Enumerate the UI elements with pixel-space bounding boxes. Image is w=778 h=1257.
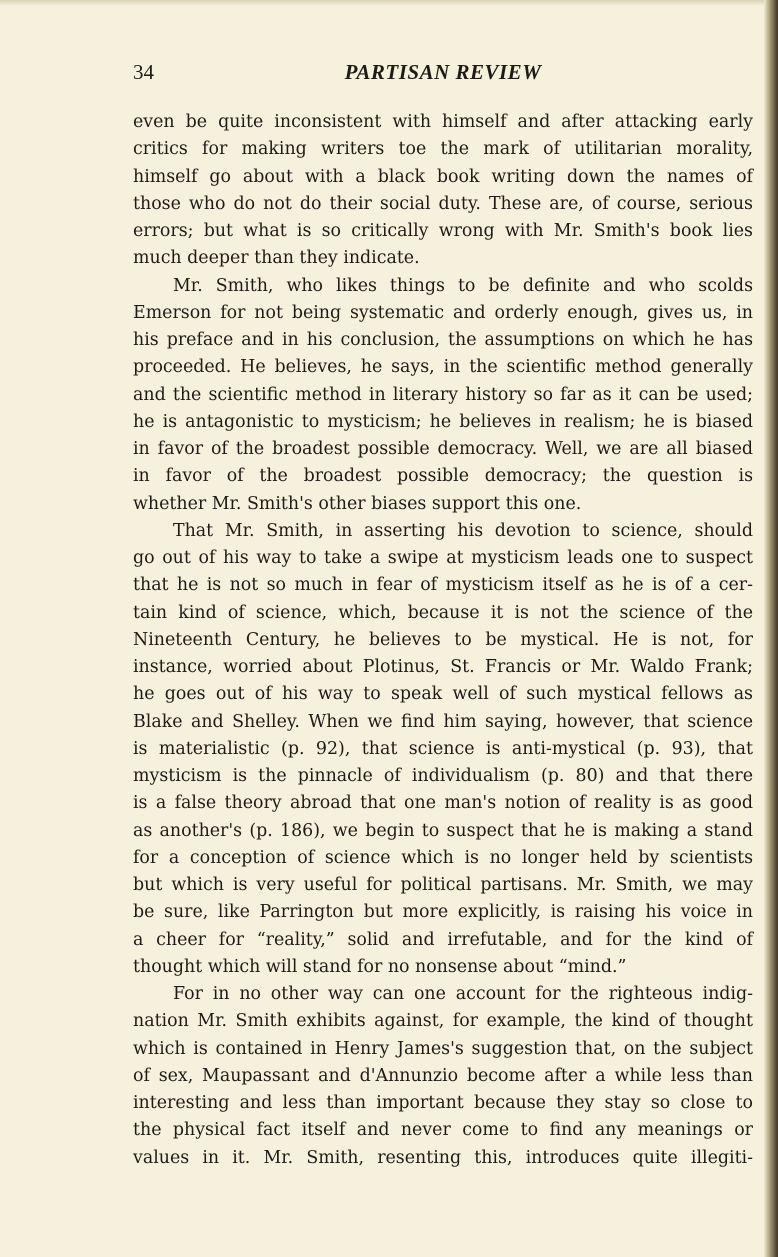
text-line: is a false theory abroad that one man's notion of reality is as good — [133, 793, 753, 814]
text-line: but which is very useful for political partisans. Mr. Smith, we may — [133, 875, 753, 895]
paragraph — [133, 518, 753, 981]
text-line: Emerson for not being systematic and orderly enough, gives us, in — [133, 302, 753, 323]
text-line: in favor of the broadest possible democracy. Well, we are all biased — [133, 439, 753, 459]
text-line: instance, worried about Plotinus, St. Francis or Mr. Waldo Frank; — [133, 657, 753, 677]
text-line: That Mr. Smith, in asserting his devotion to science, should — [173, 520, 753, 541]
text-line: which is contained in Henry James's suggestion that, on the subject — [133, 1038, 753, 1059]
running-header — [133, 60, 753, 90]
running-title: PARTISAN REVIEW — [344, 60, 542, 84]
paragraph — [133, 273, 753, 518]
text-line: proceeded. He believes, he says, in the scientific method generally — [133, 357, 753, 378]
page-top-edge — [0, 0, 778, 6]
text-line: he is antagonistic to mysticism; he believes in realism; he is biased — [133, 411, 753, 432]
page-number: 34 — [133, 60, 154, 84]
text-line: the physical fact itself and never come to find any meanings or — [133, 1120, 753, 1141]
text-line: tain kind of science, which, because it is not the science of the — [133, 602, 753, 623]
text-line: much deeper than they indicate. — [133, 248, 420, 269]
text-line: that he is not so much in fear of mysticism itself as he is of a cer- — [133, 575, 753, 596]
text-line: errors; but what is so critically wrong with Mr. Smith's book lies — [133, 221, 753, 241]
text-line: thought which will stand for no nonsense about “mind.” — [133, 956, 627, 977]
text-line: mysticism is the pinnacle of individualism (p. 80) and that there — [133, 766, 753, 786]
text-line: as another's (p. 186), we begin to suspect that he is making a stand — [133, 820, 753, 841]
text-line: go out of his way to take a swipe at mysticism leads one to suspect — [133, 548, 753, 568]
text-line: in favor of the broadest possible democracy; the question is — [133, 466, 753, 487]
text-line: for a conception of science which is no longer held by scientists — [133, 847, 753, 868]
text-line: whether Mr. Smith's other biases support this one. — [133, 493, 582, 514]
text-line: himself go about with a black book writing down the names of — [133, 166, 753, 187]
text-line: nation Mr. Smith exhibits against, for example, the kind of thought — [133, 1011, 753, 1032]
text-line: even be quite inconsistent with himself and after attacking early — [133, 112, 753, 132]
text-line: those who do not do their social duty. These are, of course, serious — [133, 193, 753, 214]
text-line: values in it. Mr. Smith, resenting this, introduces quite illegiti- — [133, 1147, 753, 1168]
text-line: interesting and less than important because they stay so close to — [133, 1093, 753, 1113]
text-line: be sure, like Parrington but more explicitly, is raising his voice in — [133, 902, 753, 923]
body-text — [133, 109, 753, 1172]
page-binding-edge — [764, 0, 778, 1257]
paragraph — [133, 109, 753, 273]
text-line: is materialistic (p. 92), that science is anti-mystical (p. 93), that — [133, 738, 753, 759]
text-line: Nineteenth Century, he believes to be mystical. He is not, for — [133, 629, 753, 650]
text-line: Blake and Shelley. When we find him saying, however, that science — [133, 711, 753, 732]
paragraph — [133, 981, 753, 1172]
text-line: Mr. Smith, who likes things to be definite and who scolds — [173, 275, 753, 296]
text-line: For in no other way can one account for the righteous indig- — [173, 984, 753, 1004]
text-line: critics for making writers toe the mark of utilitarian morality, — [133, 139, 753, 160]
text-line: and the scientific method in literary history so far as it can be used; — [133, 384, 753, 405]
text-line: his preface and in his conclusion, the assumptions on which he has — [133, 330, 753, 350]
text-line: he goes out of his way to speak well of such mystical fellows as — [133, 684, 753, 705]
text-line: a cheer for “reality,” solid and irrefutable, and for the kind of — [133, 929, 753, 950]
text-line: of sex, Maupassant and d'Annunzio become after a while less than — [133, 1065, 753, 1086]
